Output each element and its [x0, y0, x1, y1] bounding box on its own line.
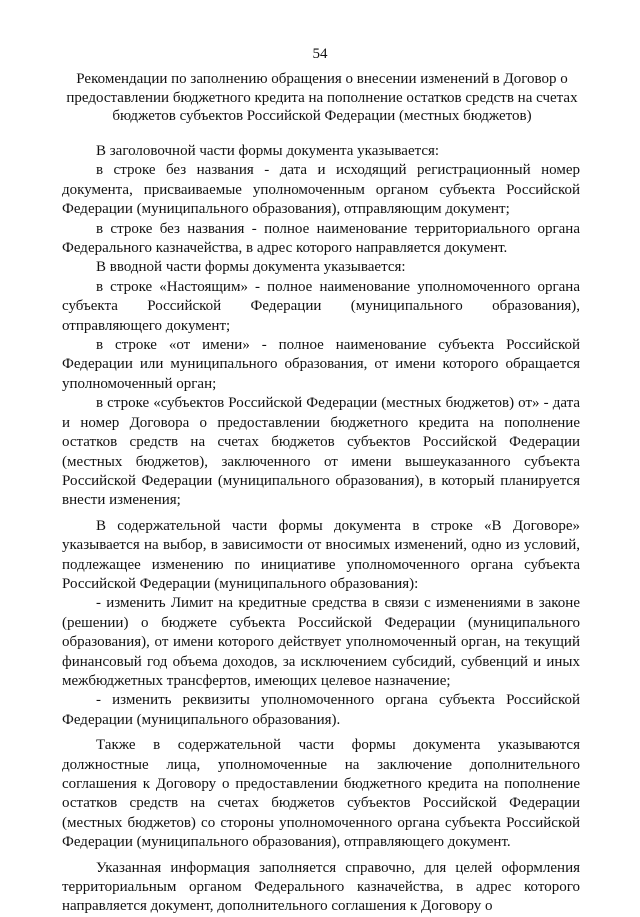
page-number: 54 — [312, 46, 328, 62]
paragraph-ot-imeni: в строке «от имени» - полное наименование субъекта Российской Федерации или муниципального образования, от имени которого обращается уполномоченный орган; — [62, 337, 580, 392]
document-body — [62, 142, 580, 917]
paragraph-subjects-from: в строке «субъектов Российской Федерации (местных бюджетов) от» - дата и номер Договора о предоставлении бюджетного кредита на пополнение остатков средств на счетах бюджетов субъектов Российской Федерации (местных бюджетов), заключенного от имени вышеуказанного субъекта Российской Федерации (муниципального образования), в который планируется внести изменения; — [62, 395, 580, 509]
paragraph-nastoyashchim: в строке «Настоящим» - полное наименование уполномоченного органа субъекта Российской Федерации (муниципального образования), отправляющего документ; — [62, 278, 580, 334]
paragraph-reference-info: Указанная информация заполняется справочно, для целей оформления территориальным органом Федерального казначейства, в адрес которого направляется документ, дополнительного соглашения к Договору о — [62, 859, 580, 915]
paragraph-intro-part: В вводной части формы документа указывается: — [96, 259, 406, 276]
paragraph-date-number: в строке без названия - дата и исходящий регистрационный номер документа, присваиваемые уполномоченным органом субъекта Российской Федерации (муниципального образования), отправляющим документ; — [62, 162, 580, 218]
paragraph-officials: Также в содержательной части формы документа указываются должностные лица, уполномоченные на заключение дополнительного соглашения к Договору о предоставлении бюджетного кредита на пополнение остатков средств на счетах бюджетов субъектов Российской Федерации (местных бюджетов) со стороны уполномоченного органа субъекта Российской Федерации (муниципального образования), отправляющего документ. — [62, 737, 580, 851]
document-title: Рекомендации по заполнению обращения о внесении изменений в Договор о предоставлении бюджетного кредита на пополнение остатков средств на счетах бюджетов субъектов Российской Федерации (местных бюджетов) — [66, 71, 578, 124]
paragraph-treasury-body: в строке без названия - полное наименование территориального органа Федерального казначейства, в адрес которого направляется документ. — [62, 220, 580, 257]
paragraph-header-intro: В заголовочной части формы документа указывается: — [96, 143, 440, 159]
paragraph-change-details: - изменить реквизиты уполномоченного органа субъекта Российской Федерации (муниципального образования). — [62, 692, 580, 728]
paragraph-content-part: В содержательной части формы документа в строке «В Договоре» указывается на выбор, в зависимости от вносимых изменений, одно из условий, подлежащее изменению по инициативе уполномоченного органа субъекта Российской Федерации (муниципального образования): — [62, 517, 580, 592]
paragraph-change-limit: - изменить Лимит на кредитные средства в связи с изменениями в законе (решении) о бюджете субъекта Российской Федерации (муниципального образования), от имени которого действует уполномоченный орган, на текущий финансовый год объема доходов, за исключением субсидий, субвенций и иных межбюджетных трансфертов, имеющих целевое назначение; — [62, 595, 580, 689]
